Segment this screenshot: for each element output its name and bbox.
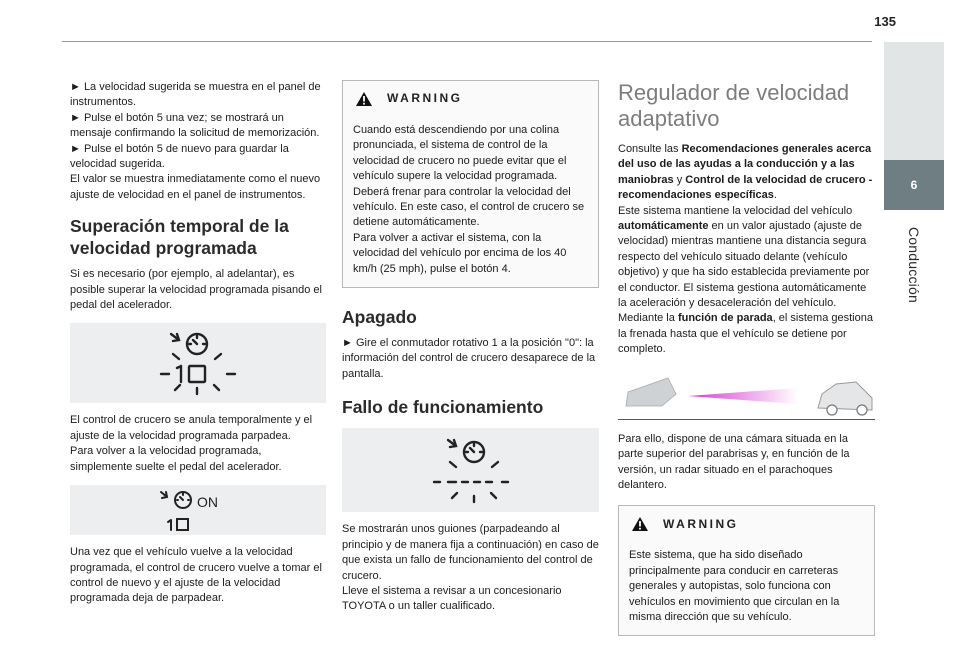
section-heading-fault: Fallo de funcionamiento	[342, 397, 544, 418]
adaptive-p2	[618, 204, 875, 312]
chapter-tab-light	[884, 42, 944, 160]
car-radar-illustration	[618, 372, 875, 420]
figure-fault-display	[342, 428, 599, 512]
speedometer-fault-icon	[426, 434, 516, 506]
speedometer-blinking-icon	[153, 328, 243, 398]
figure-car-radar	[618, 372, 875, 420]
warning-body-2: Este sistema, que ha sido diseñado principalmente para conducir en carreteras generales y autopistas, solo funciona con vehículos en movimiento que circulan en la misma dirección que su vehículo.	[629, 549, 840, 623]
intro-line-3: ► Pulse el botón 5 de nuevo para guardar la velocidad sugerida.	[70, 142, 289, 171]
off-text: ► Gire el conmutador rotativo 1 a la posición "0": la información del control de crucero desaparece de la pantalla.	[342, 337, 596, 380]
adaptive-p1	[618, 142, 875, 204]
override-para-2: El control de crucero se anula temporalmente y el ajuste de la velocidad programada parpadea.	[70, 414, 313, 442]
intro-line-4: El valor se muestra inmediatamente como el nuevo ajuste de velocidad en el panel de instrumentos.	[70, 173, 321, 201]
adaptive-p4: Para ello, dispone de una cámara situada en la parte superior del parabrisas y, en función de la versión, un radar situado en el parachoques delantero.	[618, 432, 850, 491]
section-heading-adaptive: Regulador de velocidad adaptativo	[618, 80, 850, 131]
warning-body	[343, 117, 598, 287]
chapter-tab-number[interactable]: 6	[884, 160, 944, 210]
chapter-tab-title: Conducción	[906, 227, 922, 303]
warning-box-2	[618, 505, 875, 636]
figure-speed-display-on	[70, 485, 326, 535]
adaptive-p1-e: .	[773, 189, 777, 202]
fault-p2: Lleve el sistema a revisar a un concesionario TOYOTA o un taller cualificado.	[342, 584, 562, 613]
warning-title: WARNING	[387, 91, 463, 106]
warning-header	[343, 81, 598, 117]
adaptive-p1-link-1: Recomendaciones generales acerca del uso de las ayudas a la conducción y a las maniobras	[618, 143, 872, 186]
adaptive-p1-c: y	[673, 173, 686, 186]
adaptive-p2-a: Este sistema mantiene la velocidad del vehículo	[618, 204, 853, 217]
adaptive-p1-a: Consulte las	[618, 143, 682, 155]
intro-line-2: ► Pulse el botón 5 una vez; se mostrará un mensaje confirmando la solicitud de memorización.	[70, 111, 320, 140]
warning-triangle-icon	[355, 91, 373, 107]
warning-p1: Cuando está descendiendo por una colina pronunciada, el sistema de control de la velocidad de crucero no puede evitar que el vehículo supere la velocidad programada.	[353, 124, 567, 183]
override-para-1: Si es necesario (por ejemplo, al adelantar), es posible superar la velocidad programada pisando el pedal del acelerador.	[70, 268, 322, 312]
intro-line-1: ► La velocidad sugerida se muestra en el panel de instrumentos.	[70, 81, 321, 109]
top-rule	[62, 41, 872, 42]
adaptive-p2-c: en un valor ajustado (ajuste de velocidad) mientras mantiene una distancia segura respecto del vehículo situado delante (vehículo objetivo) y que ha sido establecida previamente por el conductor. El sistema gestiona automáticamente la aceleración y desaceleración del vehículo.	[618, 220, 870, 310]
warning-triangle-icon	[631, 516, 649, 532]
warning-header-2	[619, 506, 874, 542]
column-1	[70, 80, 326, 607]
figure-speed-display-blinking	[70, 323, 326, 403]
fault-p1: Se mostrarán unos guiones (parpadeando al principio y de manera fija a continuación) en caso de que exista un fallo de funcionamiento del control de crucero.	[342, 523, 599, 582]
adaptive-p2-b: automáticamente	[618, 220, 709, 233]
adaptive-p3-c: , el sistema gestiona la frenada hasta que el vehículo se detiene por completo.	[618, 312, 873, 356]
adaptive-p3-a: Mediante la	[618, 312, 678, 325]
page-number: 135	[874, 14, 896, 29]
section-heading-off: Apagado	[342, 307, 417, 328]
section-heading-override: Superación temporal de la velocidad programada	[70, 216, 289, 259]
warning-title-2: WARNING	[663, 516, 739, 531]
warning-p2: Deberá frenar para controlar la velocidad del vehículo. En este caso, el control de crucero se detiene automáticamente.	[353, 185, 585, 229]
on-label: ON	[197, 494, 218, 511]
speedometer-on-icon	[153, 488, 243, 532]
override-para-3: Para volver a la velocidad programada, simplemente suelte el pedal del acelerador.	[70, 445, 282, 473]
column-3	[618, 80, 875, 636]
adaptive-p1-link-2: Control de la velocidad de crucero - recomendaciones específicas	[618, 173, 873, 202]
column-2	[342, 80, 599, 615]
adaptive-p3	[618, 311, 875, 357]
adaptive-p3-b: función de parada	[677, 312, 773, 325]
override-para-4: Una vez que el vehículo vuelve a la velocidad programada, el control de crucero vuelve a tomar el control de nuevo y el ajuste de la velocidad programada deja de parpadear.	[70, 546, 322, 605]
warning-box-1	[342, 80, 599, 288]
warning-p3: Para volver a activar el sistema, con la velocidad del vehículo por encima de los 40 km/h (25 mph), pulse el botón 4.	[353, 231, 567, 275]
